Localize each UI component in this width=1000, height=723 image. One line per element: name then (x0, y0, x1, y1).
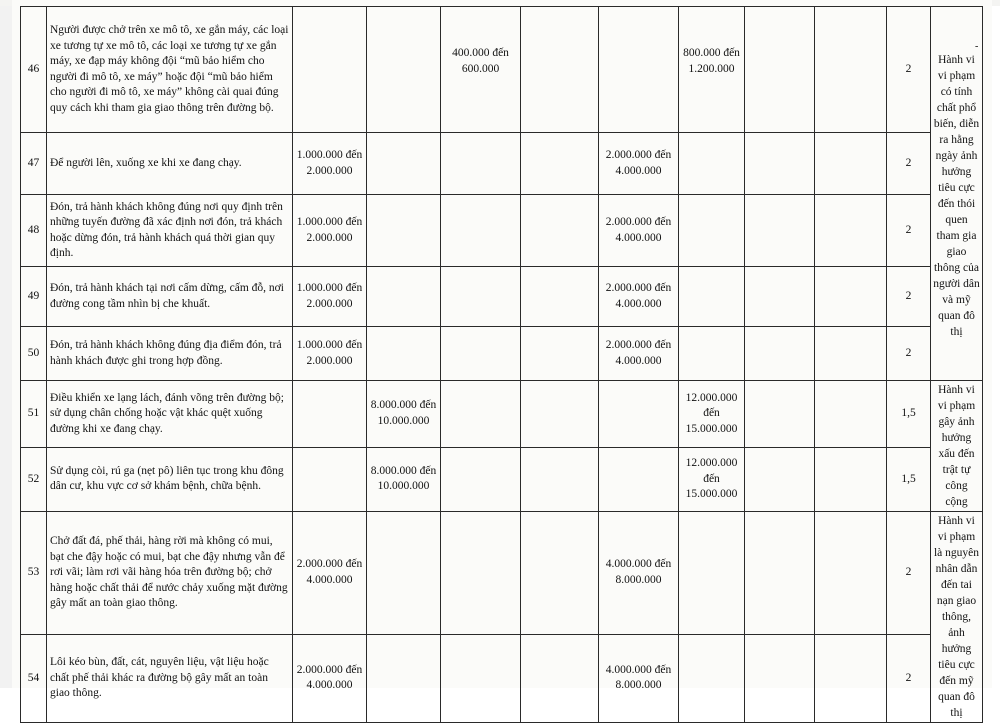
table-row (21, 512, 983, 635)
fine-cell (815, 267, 887, 327)
violation-description: Sử dụng còi, rú ga (nẹt pô) liên tục trong khu đông dân cư, khu vực cơ sở khám bệnh, chữa bệnh. (47, 447, 293, 511)
fine-cell (815, 381, 887, 448)
fine-cell: 2.000.000 đến 4.000.000 (599, 133, 679, 195)
fine-cell: 2.000.000 đến 4.000.000 (599, 327, 679, 381)
fine-cell (441, 447, 521, 511)
rate-cell: 2 (887, 327, 931, 381)
note-group-1 (931, 7, 983, 381)
table-row (21, 267, 983, 327)
violation-description: Để người lên, xuống xe khi xe đang chạy. (47, 133, 293, 195)
fine-cell (521, 267, 599, 327)
rate-cell: 2 (887, 133, 931, 195)
table-row (21, 327, 983, 381)
violation-description: Điều khiển xe lạng lách, đánh võng trên đường bộ; sử dụng chân chống hoặc vật khác quệt xuống đường khi xe đang chạy. (47, 381, 293, 448)
fine-cell: 400.000 đến 600.000 (441, 7, 521, 133)
note-mark: - (975, 41, 979, 52)
page-edge (0, 0, 12, 688)
rate-cell: 2 (887, 7, 931, 133)
fine-cell (745, 267, 815, 327)
fine-cell (521, 195, 599, 267)
table-row (21, 7, 983, 133)
fine-cell: 12.000.000 đến 15.000.000 (679, 381, 745, 448)
fine-cell (599, 7, 679, 133)
fine-cell (367, 634, 441, 722)
fine-cell: 4.000.000 đến 8.000.000 (599, 512, 679, 635)
row-number: 48 (21, 195, 47, 267)
fine-cell (679, 267, 745, 327)
fine-cell: 2.000.000 đến 4.000.000 (599, 267, 679, 327)
fine-cell (293, 381, 367, 448)
fine-cell (521, 7, 599, 133)
row-number: 47 (21, 133, 47, 195)
table-row (21, 634, 983, 722)
fine-cell (599, 381, 679, 448)
fine-cell (745, 634, 815, 722)
fine-cell (679, 133, 745, 195)
violation-description: Đón, trả hành khách không đúng địa điểm đón, trả hành khách được ghi trong hợp đồng. (47, 327, 293, 381)
fine-cell (521, 327, 599, 381)
row-number: 52 (21, 447, 47, 511)
fine-cell (293, 447, 367, 511)
fine-cell: 2.000.000 đến 4.000.000 (293, 634, 367, 722)
fine-cell: 8.000.000 đến 10.000.000 (367, 381, 441, 448)
fine-cell (521, 634, 599, 722)
row-number: 54 (21, 634, 47, 722)
fine-cell (815, 7, 887, 133)
rate-cell: 2 (887, 512, 931, 635)
fine-cell: 1.000.000 đến 2.000.000 (293, 267, 367, 327)
fine-cell (367, 133, 441, 195)
fine-cell (521, 381, 599, 448)
table-row (21, 381, 983, 448)
fine-cell (441, 195, 521, 267)
fine-cell: 800.000 đến 1.200.000 (679, 7, 745, 133)
fine-cell (521, 447, 599, 511)
fine-cell (679, 327, 745, 381)
fine-cell (745, 512, 815, 635)
rate-cell: 1,5 (887, 447, 931, 511)
fine-cell: 4.000.000 đến 8.000.000 (599, 634, 679, 722)
fine-cell (679, 634, 745, 722)
fine-cell (441, 634, 521, 722)
fine-cell (441, 381, 521, 448)
row-number: 51 (21, 381, 47, 448)
fine-cell (293, 7, 367, 133)
fine-cell (367, 195, 441, 267)
note-group-2: Hành vi vi phạm gây ảnh hưởng xấu đến trật tự công cộng (931, 381, 983, 512)
rate-cell: 2 (887, 634, 931, 722)
fine-cell (367, 267, 441, 327)
table-row (21, 447, 983, 511)
note-text: Hành vi vi phạm có tính chất phổ biến, diễn ra hằng ngày ảnh hưởng tiêu cực đến thói quen tham gia giao thông của người dân và mỹ quan đô thị (933, 54, 980, 338)
fine-cell (815, 512, 887, 635)
fine-cell (441, 133, 521, 195)
fine-cell: 1.000.000 đến 2.000.000 (293, 327, 367, 381)
fine-cell: 8.000.000 đến 10.000.000 (367, 447, 441, 511)
fine-cell (441, 512, 521, 635)
rate-cell: 2 (887, 267, 931, 327)
fine-cell (521, 133, 599, 195)
fine-cell: 2.000.000 đến 4.000.000 (599, 195, 679, 267)
fine-cell (745, 381, 815, 448)
fine-cell: 1.000.000 đến 2.000.000 (293, 195, 367, 267)
violation-description: Lôi kéo bùn, đất, cát, nguyên liệu, vật liệu hoặc chất phế thải khác ra đường bộ gây mất an toàn giao thông. (47, 634, 293, 722)
fine-cell: 12.000.000 đến 15.000.000 (679, 447, 745, 511)
fine-cell (815, 195, 887, 267)
violation-description: Chở đất đá, phế thải, hàng rời mà không có mui, bạt che đậy hoặc có mui, bạt che đậy nhưng vẫn để rơi vãi; làm rơi vãi hàng hóa trên đường bộ; chở hàng hoặc chất thải để nước chảy xuống mặt đường gây mất an toàn giao thông. (47, 512, 293, 635)
violation-description: Đón, trả hành khách tại nơi cấm dừng, cấm đỗ, nơi đường cong tầm nhìn bị che khuất. (47, 267, 293, 327)
fine-table (20, 6, 983, 723)
fine-cell (745, 195, 815, 267)
fine-cell (815, 634, 887, 722)
fine-cell (367, 327, 441, 381)
fine-cell (441, 327, 521, 381)
row-number: 46 (21, 7, 47, 133)
document-page (12, 0, 992, 719)
table-row (21, 195, 983, 267)
fine-cell (367, 7, 441, 133)
fine-cell (815, 133, 887, 195)
fine-cell (599, 447, 679, 511)
fine-cell (679, 512, 745, 635)
fine-cell (679, 195, 745, 267)
fine-cell (745, 133, 815, 195)
fine-cell (745, 7, 815, 133)
violation-description: Đón, trả hành khách không đúng nơi quy định trên những tuyến đường đã xác định nơi đón, trả khách hoặc dừng đón, trả hành khách quá thời gian quy định. (47, 195, 293, 267)
fine-cell (815, 327, 887, 381)
rate-cell: 1,5 (887, 381, 931, 448)
fine-cell (521, 512, 599, 635)
row-number: 53 (21, 512, 47, 635)
fine-cell (745, 447, 815, 511)
violation-description: Người được chở trên xe mô tô, xe gắn máy, các loại xe tương tự xe mô tô, các loại xe tương tự xe gắn máy, xe đạp máy không đội “mũ bảo hiểm cho người đi mô tô, xe máy” hoặc đội “mũ bảo hiểm cho người đi mô tô, xe máy” không cài quai đúng quy cách khi tham gia giao thông trên đường bộ. (47, 7, 293, 133)
fine-cell (745, 327, 815, 381)
fine-cell (367, 512, 441, 635)
row-number: 49 (21, 267, 47, 327)
rate-cell: 2 (887, 195, 931, 267)
fine-cell: 2.000.000 đến 4.000.000 (293, 512, 367, 635)
fine-cell (441, 267, 521, 327)
note-group-3: Hành vi vi phạm là nguyên nhân dẫn đến tai nạn giao thông, ảnh hưởng tiêu cực đến mỹ quan đô thị (931, 512, 983, 723)
fine-cell: 1.000.000 đến 2.000.000 (293, 133, 367, 195)
fine-cell (815, 447, 887, 511)
row-number: 50 (21, 327, 47, 381)
table-row (21, 133, 983, 195)
